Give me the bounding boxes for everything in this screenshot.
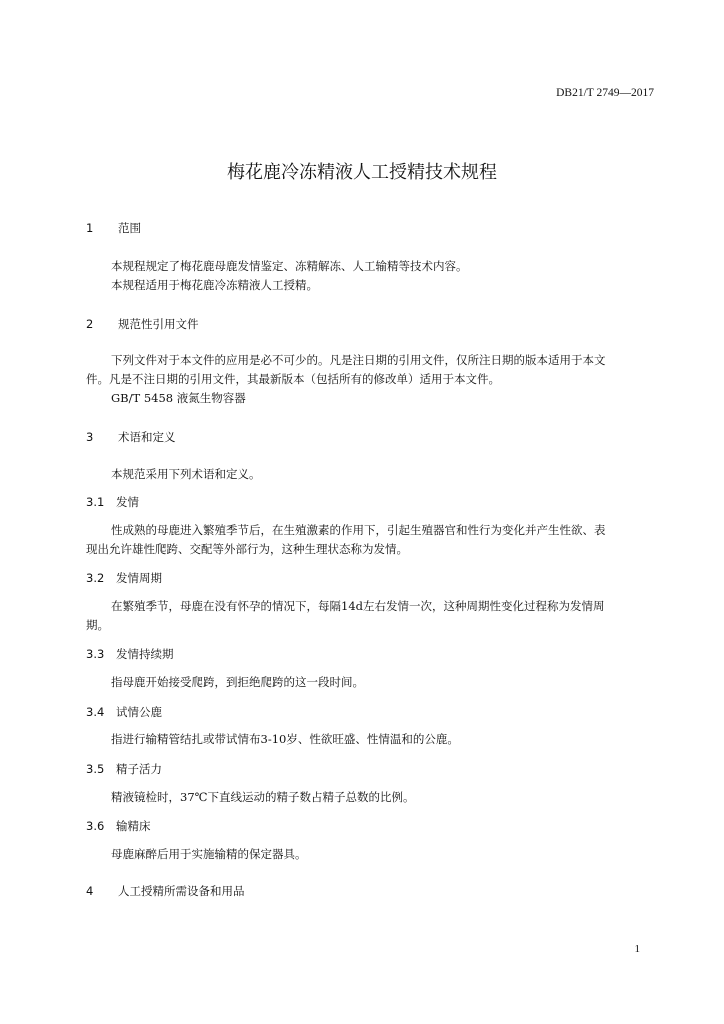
standard-code: DB21/T 2749—2017 — [556, 87, 654, 99]
term-number: 3.2 — [86, 571, 105, 585]
paragraph: 本规程规定了梅花鹿母鹿发情鉴定、冻精解冻、人工输精等技术内容。 — [111, 259, 468, 273]
section-title: 规范性引用文件 — [118, 317, 199, 331]
term-3-3-heading — [86, 646, 174, 662]
term-title: 发情周期 — [116, 571, 162, 585]
paragraph-line: 件。凡是不注日期的引用文件，其最新版本（包括所有的修改单）适用于本文件。 — [86, 372, 500, 386]
section-2-heading — [86, 316, 199, 332]
term-title: 发情 — [116, 495, 139, 509]
term-3-1-heading — [86, 494, 139, 510]
definition-line: 指进行输精管结扎或带试情布3-10岁、性欲旺盛、性情温和的公鹿。 — [111, 732, 459, 746]
term-number: 3.1 — [86, 495, 105, 509]
definition-line: 在繁殖季节，母鹿在没有怀孕的情况下，每隔14d左右发情一次，这种周期性变化过程称为发情周 — [111, 599, 605, 613]
term-title: 发情持续期 — [116, 647, 174, 661]
section-4-heading — [86, 883, 245, 899]
paragraph: 本规程适用于梅花鹿冷冻精液人工授精。 — [111, 278, 318, 292]
page-number: 1 — [634, 943, 640, 955]
section-title: 术语和定义 — [118, 430, 176, 444]
paragraph: 本规范采用下列术语和定义。 — [111, 467, 261, 481]
term-title: 精子活力 — [116, 762, 162, 776]
term-title: 输精床 — [116, 819, 151, 833]
section-title: 人工授精所需设备和用品 — [118, 884, 245, 898]
term-3-5-heading — [86, 761, 162, 777]
section-number: 1 — [86, 221, 94, 235]
definition-line: 期。 — [86, 618, 109, 632]
term-3-6-heading — [86, 818, 151, 834]
paragraph-line: 下列文件对于本文件的应用是必不可少的。凡是注日期的引用文件，仅所注日期的版本适用于本文 — [111, 353, 606, 367]
section-number: 4 — [86, 884, 94, 898]
definition-line: 指母鹿开始接受爬跨，到拒绝爬跨的这一段时间。 — [111, 675, 364, 689]
section-1-heading — [86, 220, 141, 236]
definition-line: 现出允许雄性爬跨、交配等外部行为，这种生理状态称为发情。 — [86, 542, 408, 556]
definition-line: 精液镜检时，37℃下直线运动的精子数占精子总数的比例。 — [111, 790, 415, 804]
term-number: 3.4 — [86, 705, 105, 719]
definition-line: 母鹿麻醉后用于实施输精的保定器具。 — [111, 847, 307, 861]
term-number: 3.3 — [86, 647, 105, 661]
section-title: 范围 — [118, 221, 141, 235]
definition-line: 性成熟的母鹿进入繁殖季节后，在生殖激素的作用下，引起生殖器官和性行为变化并产生性欲、表 — [111, 523, 606, 537]
term-title: 试情公鹿 — [116, 705, 162, 719]
normative-reference: GB/T 5458 液氮生物容器 — [111, 391, 246, 405]
document-title: 梅花鹿冷冻精液人工授精技术规程 — [227, 162, 497, 183]
section-number: 2 — [86, 317, 94, 331]
term-number: 3.5 — [86, 762, 105, 776]
section-number: 3 — [86, 430, 94, 444]
section-3-heading — [86, 429, 176, 445]
term-number: 3.6 — [86, 819, 105, 833]
term-3-4-heading — [86, 704, 162, 720]
term-3-2-heading — [86, 570, 162, 586]
